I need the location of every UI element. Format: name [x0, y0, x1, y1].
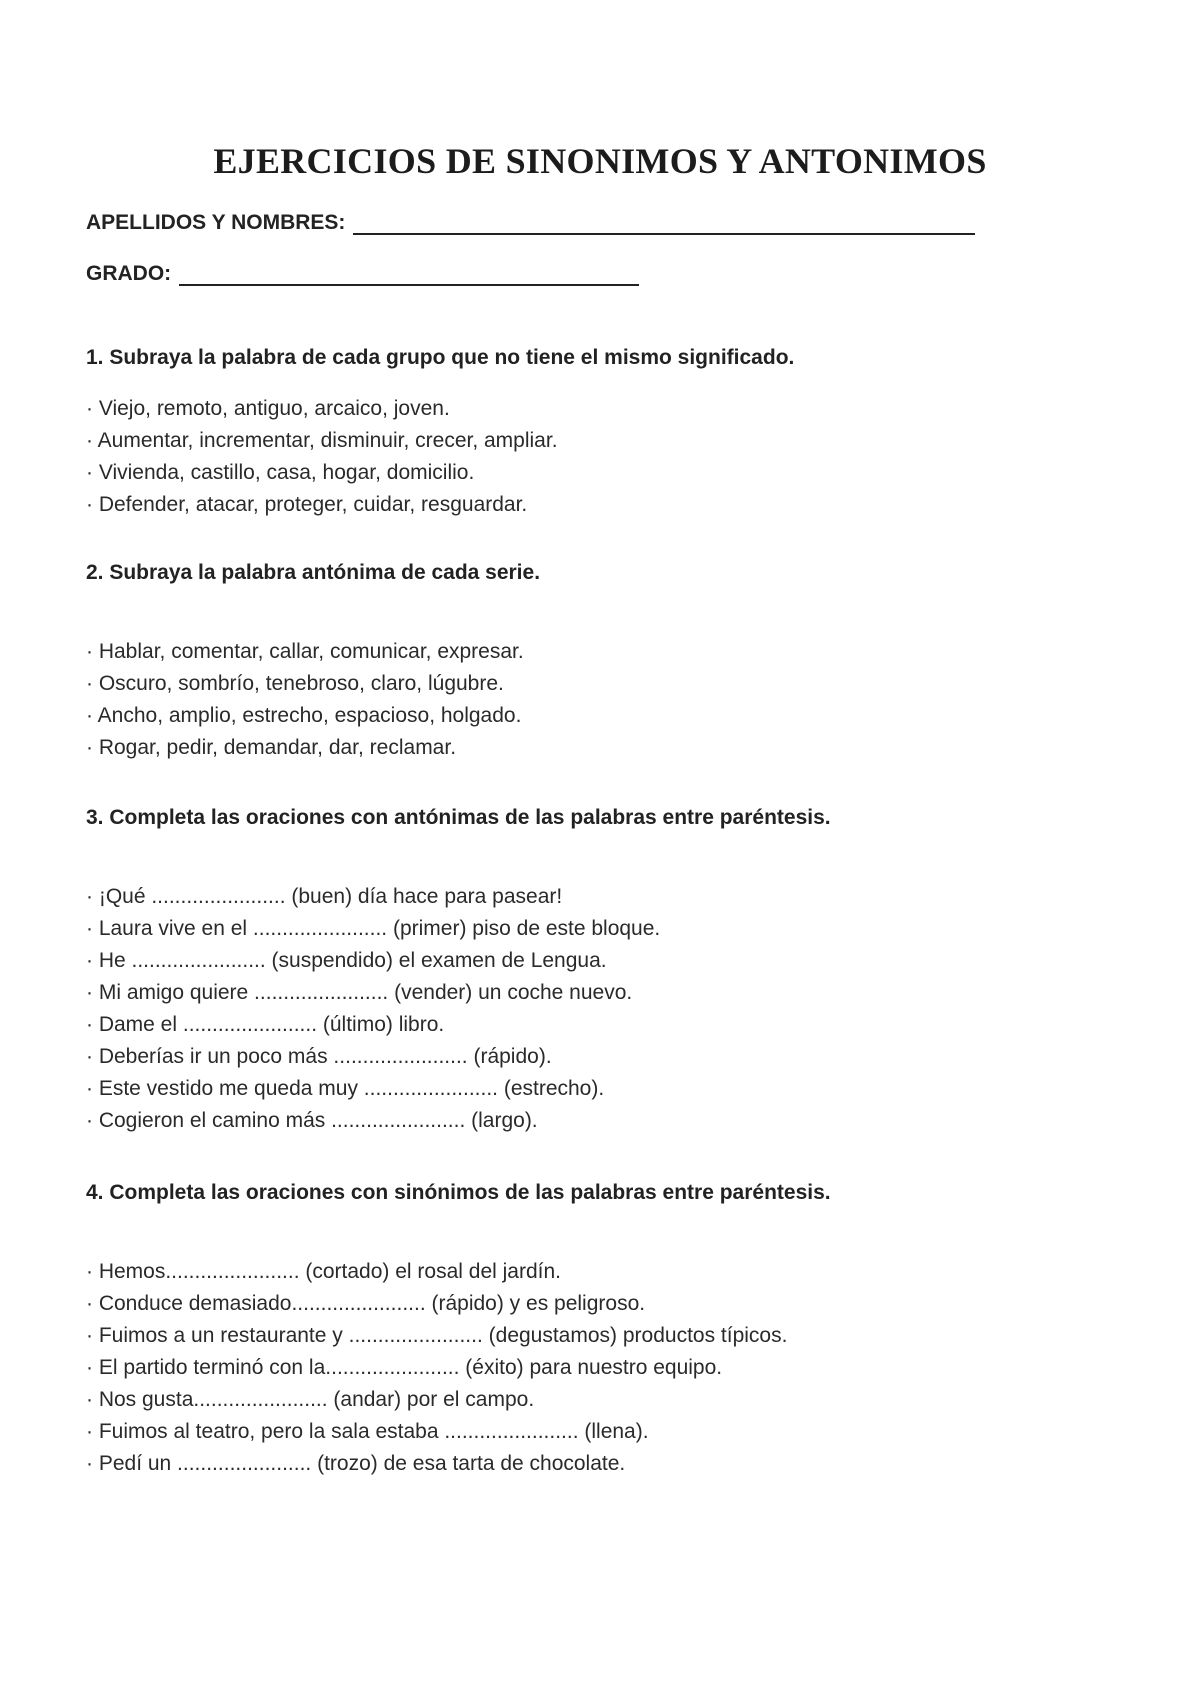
names-label: APELLIDOS Y NOMBRES: [86, 211, 346, 234]
list-item: · Pedí un ....................... (trozo) de esa tarta de chocolate. [86, 1452, 626, 1475]
grade-blank-line [179, 262, 639, 286]
exercise-2 [86, 560, 1146, 764]
list-item: · Ancho, amplio, estrecho, espacioso, holgado. [86, 704, 522, 727]
exercise-2-heading: 2. Subraya la palabra antónima de cada serie. [86, 561, 541, 584]
list-item: · Rogar, pedir, demandar, dar, reclamar. [86, 736, 457, 759]
exercise-3-heading: 3. Completa las oraciones con antónimas de las palabras entre paréntesis. [86, 806, 831, 829]
page-title: EJERCICIOS DE SINONIMOS Y ANTONIMOS [213, 141, 987, 181]
list-item: · He ....................... (suspendido) el examen de Lengua. [86, 949, 607, 972]
exercise-1-list [86, 393, 1146, 521]
list-item: · Fuimos al teatro, pero la sala estaba ....................... (llena). [86, 1420, 649, 1443]
list-item: · Hablar, comentar, callar, comunicar, expresar. [86, 640, 524, 663]
exercise-4 [86, 1180, 1146, 1480]
list-item: · Hemos....................... (cortado) el rosal del jardín. [86, 1260, 561, 1283]
names-field [86, 211, 975, 235]
exercise-1 [86, 345, 1146, 521]
names-blank-line [353, 211, 975, 235]
list-item: · Nos gusta....................... (andar) por el campo. [86, 1388, 535, 1411]
list-item: · Cogieron el camino más ....................... (largo). [86, 1109, 538, 1132]
list-item: · El partido terminó con la....................... (éxito) para nuestro equipo. [86, 1356, 723, 1379]
grade-field [86, 262, 639, 286]
exercise-1-heading: 1. Subraya la palabra de cada grupo que no tiene el mismo significado. [86, 346, 795, 369]
list-item: · Mi amigo quiere ....................... (vender) un coche nuevo. [86, 981, 633, 1004]
list-item: · Deberías ir un poco más ....................... (rápido). [86, 1045, 552, 1068]
exercise-3-list [86, 881, 1146, 1137]
list-item: · Viejo, remoto, antiguo, arcaico, joven. [86, 397, 450, 420]
list-item: · Defender, atacar, proteger, cuidar, resguardar. [86, 493, 528, 516]
list-item: · Dame el ....................... (último) libro. [86, 1013, 445, 1036]
list-item: · Vivienda, castillo, casa, hogar, domicilio. [86, 461, 475, 484]
exercise-3 [86, 805, 1146, 1137]
list-item: · Conduce demasiado....................... (rápido) y es peligroso. [86, 1292, 646, 1315]
exercise-4-heading: 4. Completa las oraciones con sinónimos de las palabras entre paréntesis. [86, 1181, 831, 1204]
list-item: · Fuimos a un restaurante y ....................... (degustamos) productos típicos. [86, 1324, 788, 1347]
grade-label: GRADO: [86, 262, 172, 285]
list-item: · Este vestido me queda muy ....................... (estrecho). [86, 1077, 605, 1100]
list-item: · Oscuro, sombrío, tenebroso, claro, lúgubre. [86, 672, 504, 695]
list-item: · ¡Qué ....................... (buen) día hace para pasear! [86, 885, 563, 908]
list-item: · Aumentar, incrementar, disminuir, crecer, ampliar. [86, 429, 558, 452]
exercise-4-list [86, 1256, 1146, 1480]
list-item: · Laura vive en el ....................... (primer) piso de este bloque. [86, 917, 661, 940]
exercise-2-list [86, 636, 1146, 764]
